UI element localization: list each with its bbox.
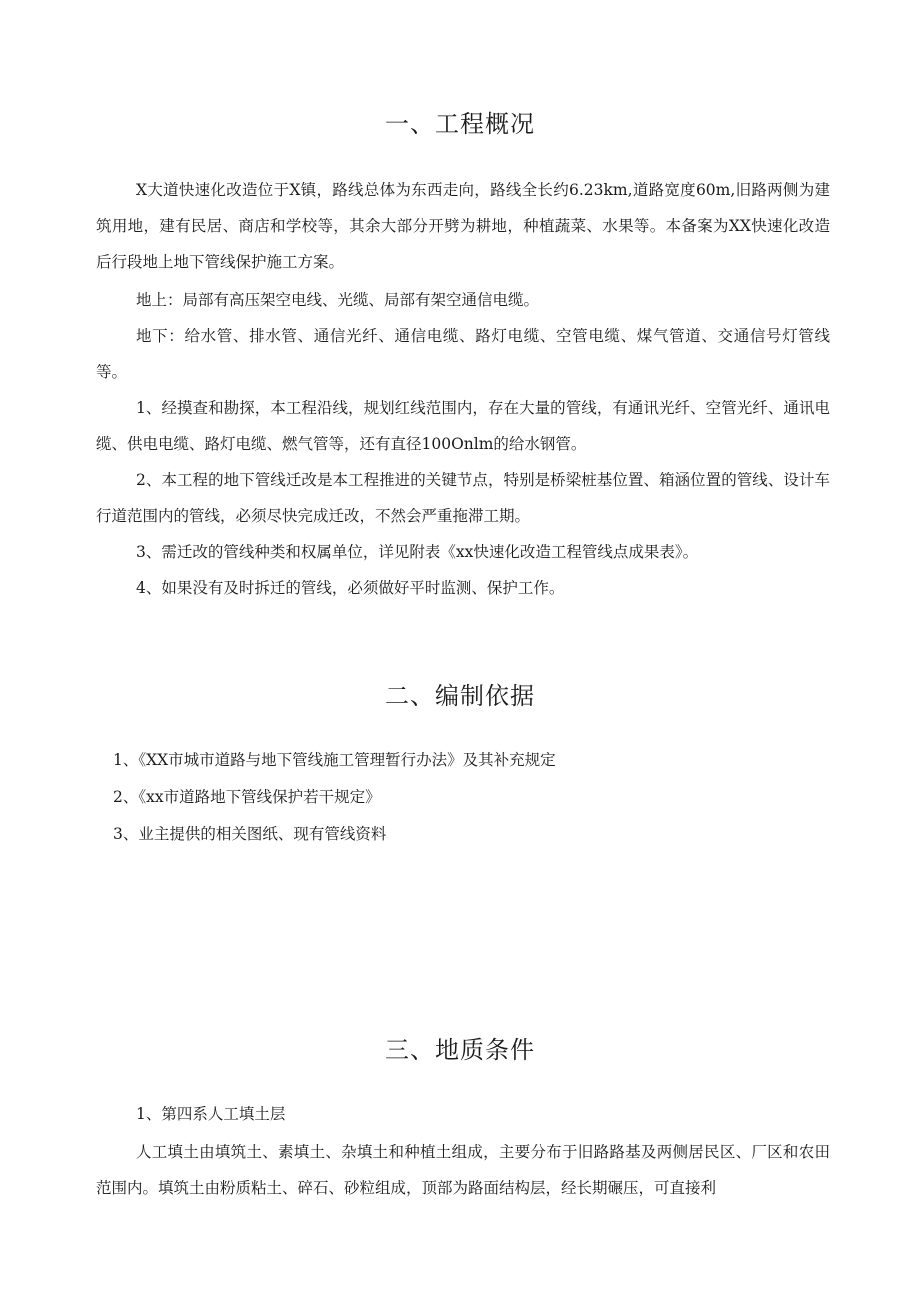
section-2-title: 二、编制依据	[385, 682, 535, 710]
basis-list-item: 2、《xx市道路地下管线保护若干规定》	[113, 788, 381, 806]
section-1-paragraph-item-2: 2、本工程的地下管线迁改是本工程推进的关键节点，特别是桥梁桩基位置、箱涵位置的管线、设计车行道范围内的管线，必须尽快完成迁改，不然会严重拖滞工期。	[96, 471, 830, 525]
section-1-title: 一、工程概况	[385, 110, 535, 138]
section-1-paragraph-item-3: 3、需迁改的管线种类和权属单位，详见附表《xx快速化改造工程管线点成果表》。	[136, 543, 699, 561]
basis-list-item: 1、《XX市城市道路与地下管线施工管理暂行办法》及其补充规定	[113, 751, 556, 769]
section-3-paragraph-fill: 人工填土由填筑土、素填土、杂填土和种植土组成，主要分布于旧路路基及两侧居民区、厂区和农田范围内。填筑土由粉质粘土、碎石、砂粒组成，顶部为路面结构层，经长期碾压，可直接利	[96, 1143, 830, 1197]
section-3-subheading: 1、第四系人工填土层	[136, 1105, 286, 1123]
section-1-paragraph-overview: X大道快速化改造位于X镇，路线总体为东西走向，路线全长约6.23km,道路宽度60m,旧路两侧为建筑用地，建有民居、商店和学校等，其余大部分开劈为耕地，种植蔬菜、水果等。本备案为XX快速化改造后行段地上地下管线保护施工方案。	[96, 181, 830, 271]
basis-list-item: 3、业主提供的相关图纸、现有管线资料	[113, 825, 387, 843]
section-1-paragraph-item-4: 4、如果没有及时拆迁的管线，必须做好平时监测、保护工作。	[136, 579, 565, 597]
section-1-paragraph-underground: 地下：给水管、排水管、通信光纤、通信电缆、路灯电缆、空管电缆、煤气管道、交通信号灯管线等。	[96, 327, 830, 381]
section-1-paragraph-item-1: 1、经摸查和勘探，本工程沿线，规划红线范围内，存在大量的管线，有通讯光纤、空管光纤、通讯电缆、供电电缆、路灯电缆、燃气管等，还有直径100Onlm的给水钢管。	[96, 399, 830, 453]
section-1-paragraph-above-ground: 地上：局部有高压架空电线、光缆、局部有架空通信电缆。	[136, 291, 540, 309]
section-3-title: 三、地质条件	[385, 1036, 535, 1064]
